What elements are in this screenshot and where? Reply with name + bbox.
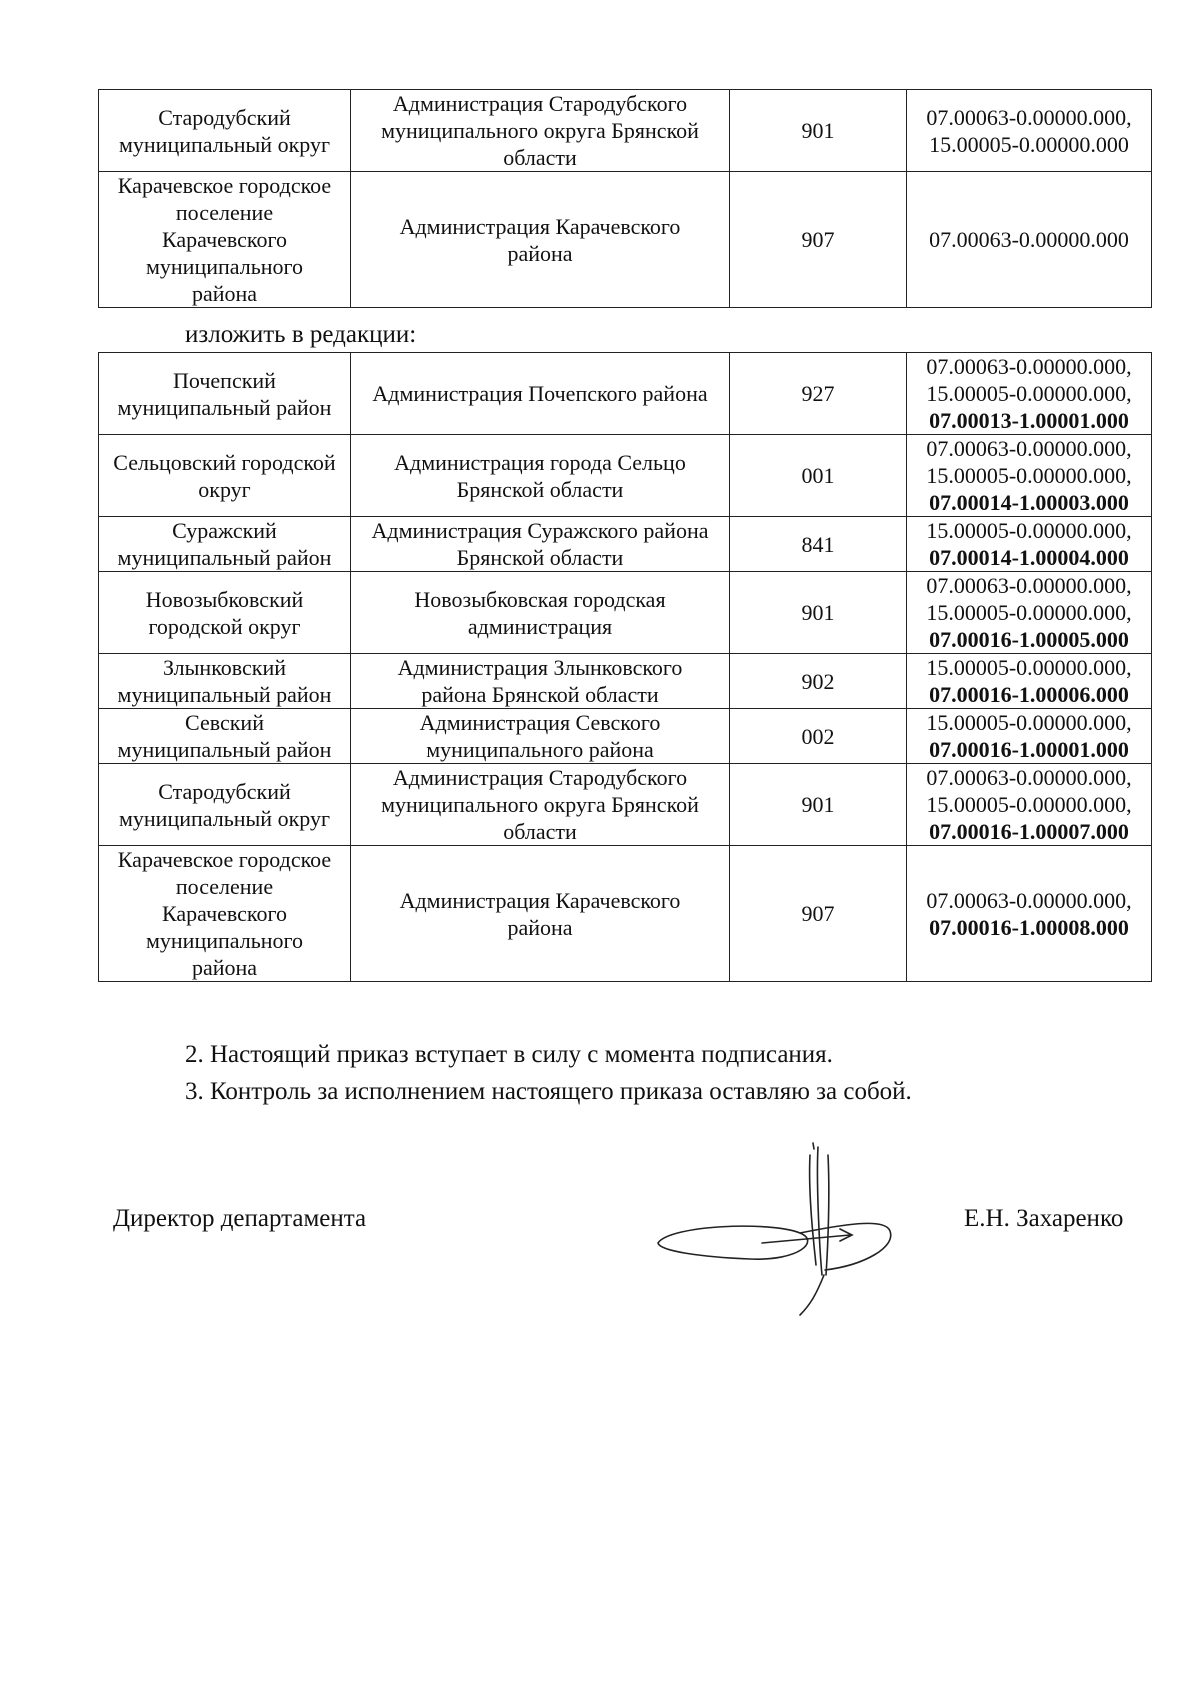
- chapter-code-cell: 901: [730, 572, 907, 654]
- chapter-code-cell: 841: [730, 517, 907, 572]
- paragraph-2: 2. Настоящий приказ вступает в силу с момента подписания.: [185, 1041, 833, 1068]
- administration-cell-line: Администрация Севского: [419, 710, 661, 735]
- municipality-cell-line: муниципального: [145, 254, 303, 279]
- municipality-cell-line: Стародубский: [158, 104, 291, 130]
- administration-cell-line: района: [507, 914, 573, 940]
- administration-cell-line: Брянской области: [456, 476, 624, 502]
- purpose-code: 15.00005-0.00000.000,: [926, 655, 1132, 680]
- administration-cell-line: Администрация Злынковского: [397, 655, 683, 680]
- administration-cell-line: Администрация города Сельцо: [394, 449, 686, 475]
- new-table-body: [99, 353, 1152, 982]
- administration-cell: [351, 517, 730, 572]
- municipality-cell-line: муниципальный округ: [118, 805, 330, 831]
- chapter-code-cell: 907: [730, 846, 907, 982]
- chapter-code-cell: 002: [730, 709, 907, 764]
- purpose-code: 07.00063-0.00000.000,: [926, 887, 1132, 913]
- administration-cell: [351, 764, 730, 846]
- municipality-cell-line: Почепский: [173, 367, 276, 393]
- administration-cell: [351, 172, 730, 308]
- purpose-code: 07.00063-0.00000.000,: [926, 354, 1132, 379]
- municipality-cell-line: Карачевского: [162, 901, 287, 926]
- municipality-cell-line: Севский: [185, 710, 264, 735]
- table-row: [99, 517, 1152, 572]
- municipality-cell-line: Новозыбковский: [145, 586, 304, 612]
- old-allocation-table: [98, 89, 1152, 308]
- purpose-codes-cell: [907, 846, 1152, 982]
- administration-cell: [351, 90, 730, 172]
- municipality-cell: [99, 709, 351, 764]
- administration-cell-line: Администрация Суражского района: [371, 518, 709, 543]
- purpose-code: 15.00005-0.00000.000,: [926, 463, 1132, 488]
- purpose-codes-cell: [907, 764, 1152, 846]
- administration-cell: [351, 846, 730, 982]
- handwritten-signature: [650, 1125, 910, 1325]
- chapter-code-cell: 901: [730, 90, 907, 172]
- municipality-cell: [99, 764, 351, 846]
- municipality-cell-line: поселение: [175, 874, 274, 899]
- chapter-code-cell: 927: [730, 353, 907, 435]
- table-row: [99, 90, 1152, 172]
- chapter-code-cell: 907: [730, 172, 907, 308]
- purpose-code: 07.00014-1.00003.000: [929, 490, 1129, 515]
- administration-cell: [351, 435, 730, 517]
- purpose-code: 07.00014-1.00004.000: [929, 545, 1129, 570]
- signatory-position: Директор департамента: [113, 1205, 367, 1232]
- purpose-code: 15.00005-0.00000.000,: [926, 518, 1132, 543]
- table-row: [99, 353, 1152, 435]
- paragraph-3: 3. Контроль за исполнением настоящего приказа оставляю за собой.: [185, 1078, 912, 1105]
- purpose-code: 07.00016-1.00005.000: [929, 627, 1129, 652]
- municipality-cell: [99, 172, 351, 308]
- municipality-cell-line: муниципальный район: [117, 682, 332, 707]
- purpose-codes-cell: [907, 654, 1152, 709]
- municipality-cell-line: городской округ: [148, 613, 301, 639]
- purpose-code: 07.00016-1.00008.000: [929, 914, 1129, 940]
- purpose-code: 07.00013-1.00001.000: [929, 408, 1129, 433]
- purpose-code: 07.00016-1.00006.000: [929, 682, 1129, 707]
- table-row: [99, 654, 1152, 709]
- purpose-codes-cell: [907, 517, 1152, 572]
- purpose-code: 07.00063-0.00000.000,: [926, 573, 1132, 598]
- purpose-code: 07.00016-1.00007.000: [929, 819, 1129, 844]
- purpose-codes-cell: [907, 435, 1152, 517]
- administration-cell: [351, 709, 730, 764]
- administration-cell-line: муниципального округа Брянской: [381, 792, 699, 817]
- chapter-code-cell: 901: [730, 764, 907, 846]
- purpose-code: 07.00016-1.00001.000: [929, 737, 1129, 762]
- purpose-codes-cell: [907, 353, 1152, 435]
- table-row: [99, 846, 1152, 982]
- table-row: [99, 435, 1152, 517]
- edit-caption: изложить в редакции:: [185, 321, 417, 348]
- purpose-code: 15.00005-0.00000.000,: [926, 381, 1132, 406]
- administration-cell-line: администрация: [467, 613, 613, 639]
- purpose-codes-cell: [907, 90, 1152, 172]
- purpose-code: 07.00063-0.00000.000,: [926, 104, 1132, 130]
- municipality-cell: [99, 654, 351, 709]
- municipality-cell-line: Суражский: [172, 518, 277, 543]
- purpose-code: 15.00005-0.00000.000: [929, 131, 1129, 157]
- municipality-cell-line: Сельцовский городской: [113, 449, 336, 475]
- administration-cell-line: области: [503, 819, 577, 844]
- municipality-cell: [99, 572, 351, 654]
- administration-cell-line: Брянской области: [456, 545, 624, 570]
- purpose-code: 07.00063-0.00000.000,: [926, 765, 1132, 790]
- purpose-code: 15.00005-0.00000.000,: [926, 792, 1132, 817]
- purpose-code: 15.00005-0.00000.000,: [926, 600, 1132, 625]
- purpose-codes-cell: [907, 709, 1152, 764]
- administration-cell-line: муниципального округа Брянской: [381, 118, 699, 143]
- purpose-code: 07.00063-0.00000.000,: [926, 436, 1132, 461]
- purpose-codes-cell: [907, 572, 1152, 654]
- municipality-cell: [99, 846, 351, 982]
- municipality-cell-line: Злынковский: [162, 655, 287, 680]
- new-allocation-table: [98, 352, 1152, 982]
- administration-cell-line: района: [507, 240, 573, 266]
- chapter-code-cell: 902: [730, 654, 907, 709]
- old-table-body: [99, 90, 1152, 308]
- purpose-code: 07.00063-0.00000.000: [929, 227, 1129, 252]
- administration-cell-line: Администрация Карачевского: [399, 887, 681, 913]
- municipality-cell-line: поселение: [175, 200, 274, 225]
- administration-cell-line: области: [503, 145, 577, 170]
- municipality-cell: [99, 435, 351, 517]
- chapter-code-cell: 001: [730, 435, 907, 517]
- municipality-cell-line: Карачевского: [162, 227, 287, 252]
- municipality-cell-line: округ: [198, 476, 251, 502]
- municipality-cell-line: района: [191, 955, 258, 980]
- administration-cell-line: Новозыбковская городская: [414, 586, 666, 612]
- municipality-cell-line: муниципальный район: [117, 737, 332, 762]
- administration-cell-line: Администрация Стародубского: [392, 91, 688, 116]
- signatory-name: Е.Н. Захаренко: [964, 1205, 1124, 1232]
- municipality-cell-line: муниципального: [145, 928, 303, 953]
- municipality-cell-line: Карачевское городское: [117, 847, 332, 872]
- municipality-cell-line: муниципальный район: [117, 394, 332, 420]
- administration-cell: [351, 654, 730, 709]
- municipality-cell: [99, 353, 351, 435]
- administration-cell-line: Администрация Карачевского: [399, 213, 681, 239]
- municipality-cell-line: района: [191, 281, 258, 306]
- administration-cell-line: района Брянской области: [421, 682, 659, 707]
- municipality-cell-line: Карачевское городское: [117, 173, 332, 198]
- municipality-cell-line: муниципальный район: [117, 545, 332, 570]
- table-row: [99, 709, 1152, 764]
- administration-cell-line: Администрация Почепского района: [372, 381, 708, 406]
- administration-cell-line: Администрация Стародубского: [392, 765, 688, 790]
- purpose-codes-cell: [907, 172, 1152, 308]
- municipality-cell-line: Стародубский: [158, 778, 291, 804]
- municipality-cell: [99, 517, 351, 572]
- administration-cell-line: муниципального района: [426, 737, 654, 762]
- purpose-code: 15.00005-0.00000.000,: [926, 710, 1132, 735]
- table-row: [99, 172, 1152, 308]
- municipality-cell-line: муниципальный округ: [118, 131, 330, 157]
- administration-cell: [351, 572, 730, 654]
- table-row: [99, 572, 1152, 654]
- administration-cell: [351, 353, 730, 435]
- table-row: [99, 764, 1152, 846]
- municipality-cell: [99, 90, 351, 172]
